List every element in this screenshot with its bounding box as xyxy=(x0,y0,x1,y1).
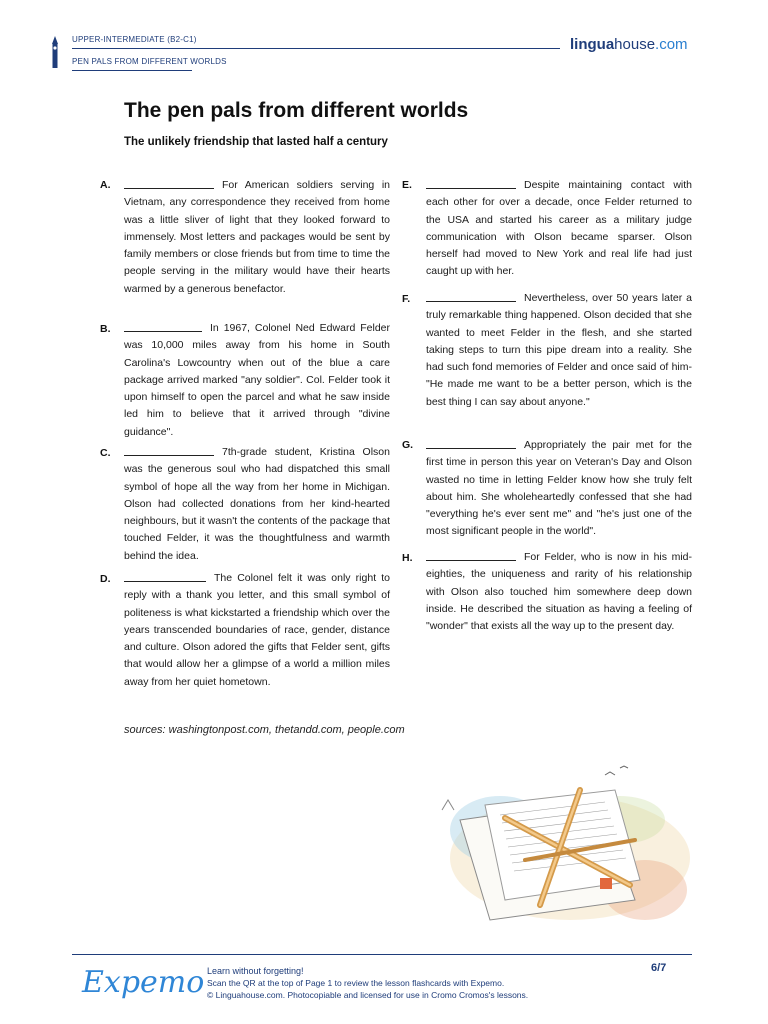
gap-blank-h[interactable] xyxy=(426,549,516,561)
paragraph-text-a: For American soldiers serving in Vietnam, any correspondence they received from home was a little sliver of light that they looked forward to immensely. Most letters and packages would be sent by family members or close friends but from time to time the people serving in the military would have their hearts warmed by a generous benefactor. xyxy=(124,179,390,295)
brand-light: house xyxy=(614,36,656,53)
paragraph-letter-b: B. xyxy=(100,323,111,335)
paragraph-e xyxy=(426,177,692,281)
footer-divider xyxy=(72,954,692,955)
paragraph-text-f: Nevertheless, over 50 years later a truly remarkable thing happened. Olson decided that she wanted to meet Felder in the flesh, and she started taking steps to turn this pipe dream into a reality. She had such fond memories of Felder and once said of him- "He made me want to be a better person, which is the best thing I can say about anyone." xyxy=(426,292,692,408)
gap-blank-d[interactable] xyxy=(124,570,206,582)
gap-blank-g[interactable] xyxy=(426,437,516,449)
big-ben-tower-icon xyxy=(49,36,61,68)
brand-bold: lingua xyxy=(570,36,615,53)
paragraph-h xyxy=(426,549,692,635)
paragraph-d xyxy=(124,570,390,691)
gap-blank-a[interactable] xyxy=(124,177,214,189)
paragraph-letter-c: C. xyxy=(100,447,111,459)
expemo-logo[interactable]: Expemo xyxy=(82,965,205,1000)
paragraph-letter-d: D. xyxy=(100,573,111,585)
paragraph-text-d: The Colonel felt it was only right to reply with a thank you letter, and this small symbol of politeness is what kickstarted a friendship which over the years transcended boundaries of race, gender, distance and culture. Olson adored the gifts that Felder sent, gifts that would allow her a glimpse of a world a million miles away from her quiet hometown. xyxy=(124,572,390,688)
header-divider xyxy=(72,48,560,49)
brand-tld: .com xyxy=(655,36,688,53)
paragraph-text-b: In 1967, Colonel Ned Edward Felder was 10,000 miles away from his home in South Carolina's Lowcountry when out of the blue a care package arrived marked "any soldier". Col. Felder took it upon himself to open the parcel and what he saw inside led him to believe that it arrived through "divine guidance". xyxy=(124,322,390,438)
gap-blank-b[interactable] xyxy=(124,320,202,332)
paragraph-letter-f: F. xyxy=(402,293,411,305)
paragraph-text-h: For Felder, who is now in his mid-eighties, the uniqueness and rarity of his relationship with Olson also touched him somewhere deep down inside. He described the situation as having a feeling of "wonder" that exists all the way up to the present day. xyxy=(426,551,692,633)
paragraph-g xyxy=(426,437,692,541)
lesson-label: PEN PALS FROM DIFFERENT WORLDS xyxy=(72,57,227,66)
level-label: UPPER-INTERMEDIATE (B2-C1) xyxy=(72,35,197,44)
paragraph-text-g: Appropriately the pair met for the first time in person this year on Veteran's Day and Olson wasted no time in letting Felder know how she truly felt about him. She wholeheartedly confessed that she had "everything he's ever sent me" and "he's just one of the most significant people in the world". xyxy=(426,439,692,538)
paragraph-text-c: 7th-grade student, Kristina Olson was the generous soul who had dispatched this small symbol of hope all the way from her home in Michigan. Olson had collected donations from her kind-hearted neighbours, but it wasn't the contents of the package that touched Felder, it was the thoughtfulness and warmth behind the idea. xyxy=(124,446,390,562)
footer-tagline: Learn without forgetting! xyxy=(207,966,304,976)
gap-blank-e[interactable] xyxy=(426,177,516,189)
footer-copyright: © Linguahouse.com. Photocopiable and licensed for use in Cromo Cromos's lessons. xyxy=(207,990,529,1000)
gap-blank-c[interactable] xyxy=(124,444,214,456)
paragraph-letter-e: E. xyxy=(402,179,412,191)
gap-blank-f[interactable] xyxy=(426,290,516,302)
paragraph-letter-a: A. xyxy=(100,179,111,191)
paragraph-b xyxy=(124,320,390,441)
footer-qr-instruction: Scan the QR at the top of Page 1 to review the lesson flashcards with Expemo. xyxy=(207,978,505,988)
sources-note: sources: washingtonpost.com, thetandd.com, people.com xyxy=(124,724,405,736)
lesson-underline xyxy=(72,70,192,71)
paragraph-letter-h: H. xyxy=(402,552,413,564)
paragraph-text-e: Despite maintaining contact with each other for over a decade, once Felder returned to the USA and started his career as a military judge communication with Olson became sparser. Olson herself had moved to New York and real life had just caught up with her. xyxy=(426,179,692,278)
paragraph-f xyxy=(426,290,692,411)
page-title: The pen pals from different worlds xyxy=(124,99,469,122)
page-number: 6/7 xyxy=(651,962,667,974)
letters-pens-illustration xyxy=(430,760,692,932)
paragraph-letter-g: G. xyxy=(402,439,414,451)
linguahouse-logo[interactable] xyxy=(570,36,688,53)
paragraph-a xyxy=(124,177,390,298)
page-subtitle: The unlikely friendship that lasted half a century xyxy=(124,136,388,148)
paragraph-c xyxy=(124,444,390,565)
